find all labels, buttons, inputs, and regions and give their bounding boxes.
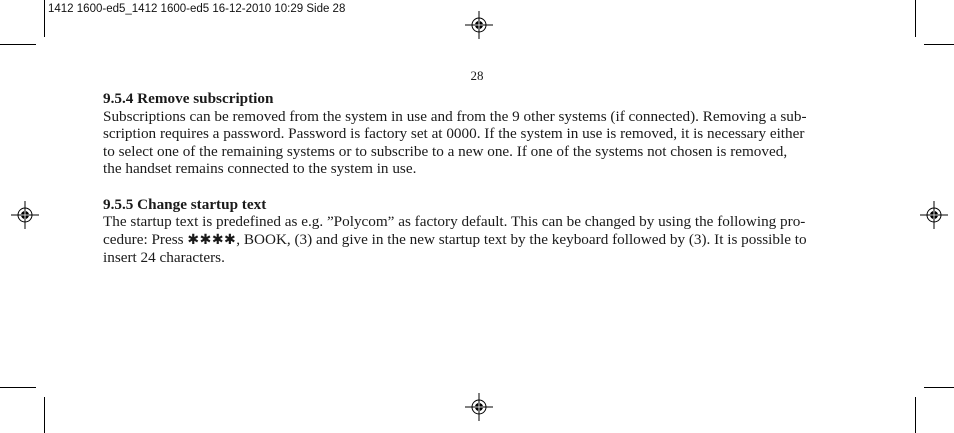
print-slug: 1412 1600-ed5_1412 1600-ed5 16-12-2010 10:29 Side 28 [48,3,346,15]
paragraph-line: scription requires a password. Password is factory set at 0000. If the system in use is removed, it is necessary either [103,125,805,143]
crop-mark [44,397,45,433]
section-paragraph [103,213,863,267]
section-change-startup-text [103,196,863,267]
registration-mark-icon [11,201,39,229]
crop-mark [0,387,36,388]
paragraph-line: Subscriptions can be removed from the system in use and from the 9 other systems (if connected). Removing a sub- [103,107,807,125]
registration-mark-icon [465,393,493,421]
line-text: cedure: Press [103,230,188,248]
crop-mark [915,0,916,37]
star-key-icon: ✱✱✱✱ [187,231,237,248]
paragraph-line: The startup text is predefined as e.g. ”Polycom” as factory default. This can be changed by using the following pro- [103,213,806,231]
section-heading: 9.5.4 Remove subscription [103,90,274,107]
page-number: 28 [470,68,484,83]
crop-mark [0,44,36,45]
registration-mark-icon [920,201,948,229]
crop-mark [915,397,916,433]
section-paragraph [103,108,863,178]
paragraph-line: the handset remains connected to the system in use. [103,160,417,178]
paragraph-line [103,231,863,250]
line-text: , BOOK, (3) and give in the new startup text by the keyboard followed by (3). It is possible to [236,230,807,248]
registration-mark-icon [465,11,493,39]
paragraph-line: insert 24 characters. [103,249,225,267]
page-body [103,90,863,285]
section-heading: 9.5.5 Change startup text [103,195,267,213]
crop-mark [924,387,954,388]
paragraph-line: to select one of the remaining systems or to subscribe to a new one. If one of the systems not chosen is removed, [103,142,788,160]
section-remove-subscription [103,90,863,178]
crop-mark [44,0,45,37]
crop-mark [924,44,954,45]
